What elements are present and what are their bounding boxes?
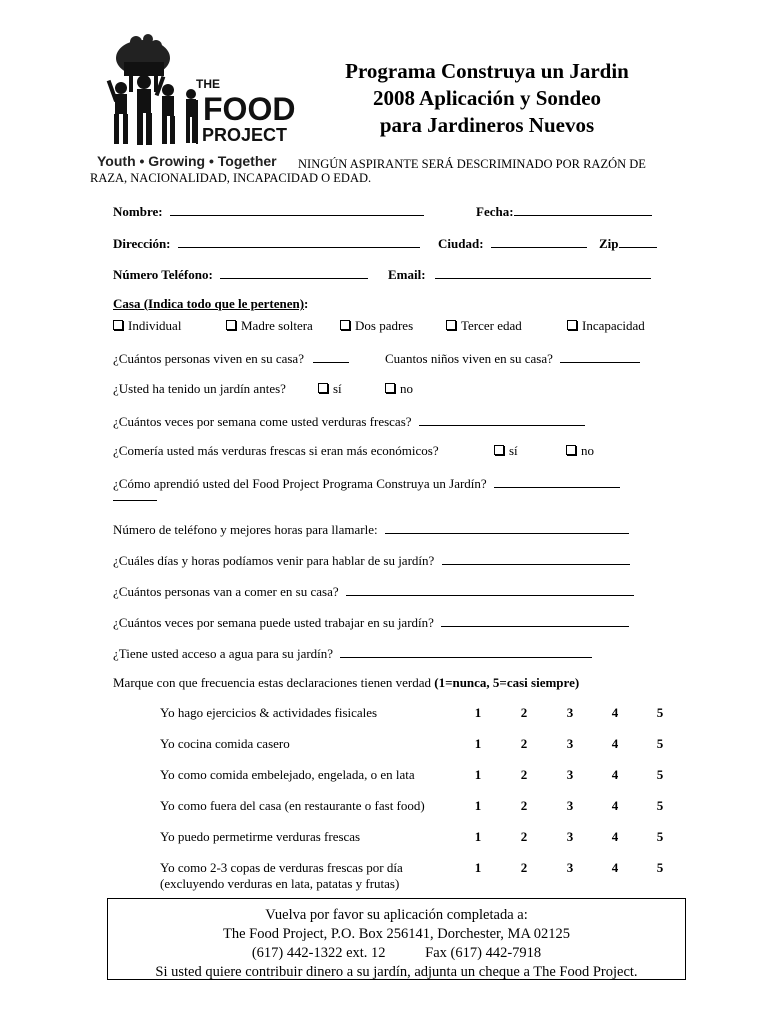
casa-option-label: Dos padres [355, 318, 414, 333]
checkbox-icon[interactable] [113, 320, 123, 330]
question-dias-horas: ¿Cuáles días y horas podíamos venir para hablar de su jardín? [113, 553, 435, 568]
jardin-antes-no[interactable] [385, 381, 413, 397]
question-acceso-agua: ¿Tiene usted acceso a agua para su jardín? [113, 646, 334, 661]
question-mas-verduras: ¿Comería usted más verduras frescas si eran más económicos? [113, 443, 439, 458]
zip-field[interactable] [619, 234, 657, 248]
title-line-3: para Jardineros Nuevos [379, 113, 595, 137]
rating-statement-6-line2: (excluyendo verduras en lata, patatas y frutas) [160, 876, 400, 891]
rating-option-4[interactable]: 4 [611, 798, 619, 813]
rating-statement: Yo como 2-3 copas de verduras frescas por día [160, 860, 403, 875]
fecha-label: Fecha: [476, 204, 514, 219]
rating-option-2[interactable]: 2 [520, 736, 528, 751]
rating-option-4[interactable]: 4 [611, 860, 619, 875]
nombre-label: Nombre: [113, 204, 163, 219]
rating-option-4[interactable]: 4 [611, 829, 619, 844]
rating-option-1[interactable]: 1 [474, 829, 482, 844]
rating-option-4[interactable]: 4 [611, 767, 619, 782]
si-label: sí [509, 443, 518, 458]
email-label: Email: [388, 267, 426, 282]
rating-option-1[interactable]: 1 [474, 860, 482, 875]
rating-statement: Yo como comida embelejado, engelada, o en lata [160, 767, 415, 782]
footer-fax: Fax (617) 442-7918 [425, 945, 542, 961]
personas-casa-field[interactable] [313, 349, 349, 363]
checkbox-icon[interactable] [226, 320, 236, 330]
telefono-label: Número Teléfono: [113, 267, 213, 282]
checkbox-icon[interactable] [566, 445, 576, 455]
casa-option-tercer-edad[interactable] [446, 318, 522, 334]
rating-option-4[interactable]: 4 [611, 736, 619, 751]
rating-statement: Yo cocina comida casero [160, 736, 290, 751]
rating-option-1[interactable]: 1 [474, 767, 482, 782]
question-verduras-semana: ¿Cuántos veces por semana come usted verduras frescas? [113, 414, 412, 429]
question-jardin-antes: ¿Usted ha tenido un jardín antes? [113, 381, 286, 396]
email-field[interactable] [435, 265, 651, 279]
ciudad-label: Ciudad: [438, 236, 484, 251]
rating-option-3[interactable]: 3 [566, 860, 574, 875]
question-personas-casa: ¿Cuántos personas viven en su casa? [113, 351, 304, 366]
verduras-semana-field[interactable] [419, 412, 585, 426]
casa-option-madre-soltera[interactable] [226, 318, 313, 334]
title-line-2: 2008 Aplicación y Sondeo [372, 86, 602, 110]
rating-option-4[interactable]: 4 [611, 705, 619, 720]
title-line-1: Programa Construya un Jardin [345, 59, 629, 83]
checkbox-icon[interactable] [567, 320, 577, 330]
casa-label: Casa (Indica todo que le pertenen) [113, 296, 305, 311]
return-instructions-box [107, 898, 686, 980]
logo-project-text: PROJECT [202, 125, 288, 145]
footer-line-1: Vuelva por favor su aplicación completada a: [265, 907, 528, 923]
notice-line-2: RAZA, NACIONALIDAD, INCAPACIDAD O EDAD. [90, 171, 372, 185]
question-ninos-casa: Cuantos niños viven en su casa? [385, 351, 553, 366]
notice-line-1: NINGÚN ASPIRANTE SERÁ DESCRIMINADO POR RAZÓN DE [298, 157, 646, 171]
logo-tagline: Youth • Growing • Together [97, 153, 277, 169]
dias-horas-field[interactable] [442, 551, 630, 565]
rating-option-2[interactable]: 2 [520, 798, 528, 813]
checkbox-icon[interactable] [340, 320, 350, 330]
no-label: no [581, 443, 594, 458]
ninos-casa-field[interactable] [560, 349, 640, 363]
rating-option-5[interactable]: 5 [656, 829, 664, 844]
question-como-aprendio: ¿Cómo aprendió usted del Food Project Programa Construya un Jardín? [113, 476, 487, 491]
checkbox-icon[interactable] [446, 320, 456, 330]
rating-scale: (1=nunca, 5=casi siempre) [434, 675, 580, 690]
jardin-antes-si[interactable] [318, 381, 342, 397]
rating-statement: Yo como fuera del casa (en restaurante o fast food) [160, 798, 425, 813]
rating-option-1[interactable]: 1 [474, 736, 482, 751]
direccion-field[interactable] [178, 234, 420, 248]
rating-option-1[interactable]: 1 [474, 705, 482, 720]
footer-phone: (617) 442-1322 ext. 12 [251, 945, 386, 961]
rating-option-5[interactable]: 5 [656, 705, 664, 720]
rating-option-5[interactable]: 5 [656, 860, 664, 875]
logo-food-text: FOOD [203, 91, 296, 127]
casa-option-incapacidad[interactable] [567, 318, 645, 334]
question-personas-comer: ¿Cuántos personas van a comer en su casa? [113, 584, 339, 599]
footer-line-3 [108, 944, 685, 963]
no-label: no [400, 381, 413, 396]
casa-option-label: Incapacidad [582, 318, 645, 333]
casa-option-label: Tercer edad [461, 318, 522, 333]
ciudad-field[interactable] [491, 234, 587, 248]
page-title [322, 58, 652, 139]
casa-colon: : [304, 296, 309, 311]
food-project-logo [96, 30, 296, 170]
footer-line-4: Si usted quiere contribuir dinero a su jardín, adjunta un cheque a The Food Project. [155, 964, 638, 980]
casa-option-label: Individual [128, 318, 182, 333]
checkbox-icon[interactable] [385, 383, 395, 393]
rating-option-2[interactable]: 2 [520, 829, 528, 844]
rating-option-3[interactable]: 3 [566, 767, 574, 782]
zip-label: Zip [599, 236, 619, 251]
rating-option-5[interactable]: 5 [656, 736, 664, 751]
mas-verduras-no[interactable] [566, 443, 594, 459]
rating-option-2[interactable]: 2 [520, 705, 528, 720]
rating-statement: Yo puedo permetirme verduras frescas [160, 829, 361, 844]
casa-option-label: Madre soltera [241, 318, 313, 333]
trabajar-jardin-field[interactable] [441, 613, 629, 627]
question-telefono-horas: Número de teléfono y mejores horas para llamarle: [113, 522, 378, 537]
nombre-field[interactable] [170, 202, 424, 216]
question-trabajar-jardin: ¿Cuántos veces por semana puede usted trabajar en su jardín? [113, 615, 434, 630]
checkbox-icon[interactable] [494, 445, 504, 455]
rating-option-3[interactable]: 3 [566, 736, 574, 751]
como-aprendio-field[interactable] [494, 474, 620, 488]
logo-the-text: THE [196, 77, 220, 91]
rating-option-5[interactable]: 5 [656, 798, 664, 813]
como-aprendio-field-line2[interactable] [113, 500, 157, 501]
personas-comer-field[interactable] [346, 582, 634, 596]
rating-option-2[interactable]: 2 [520, 767, 528, 782]
rating-option-2[interactable]: 2 [520, 860, 528, 875]
rating-option-5[interactable]: 5 [656, 767, 664, 782]
direccion-label: Dirección: [113, 236, 171, 251]
casa-option-individual[interactable] [113, 318, 181, 334]
rating-statement: Yo hago ejercicios & actividades fisicales [160, 705, 378, 720]
logo-figures-icon [96, 30, 296, 170]
checkbox-icon[interactable] [318, 383, 328, 393]
casa-option-dos-padres[interactable] [340, 318, 413, 334]
telefono-horas-field[interactable] [385, 520, 629, 534]
si-label: sí [333, 381, 342, 396]
rating-option-1[interactable]: 1 [474, 798, 482, 813]
telefono-field[interactable] [220, 265, 368, 279]
acceso-agua-field[interactable] [340, 644, 592, 658]
rating-option-3[interactable]: 3 [566, 705, 574, 720]
mas-verduras-si[interactable] [494, 443, 518, 459]
rating-option-3[interactable]: 3 [566, 829, 574, 844]
rating-option-3[interactable]: 3 [566, 798, 574, 813]
footer-line-2: The Food Project, P.O. Box 256141, Dorchester, MA 02125 [223, 926, 570, 942]
fecha-field[interactable] [514, 202, 652, 216]
rating-intro: Marque con que frecuencia estas declaraciones tienen verdad [113, 675, 431, 690]
